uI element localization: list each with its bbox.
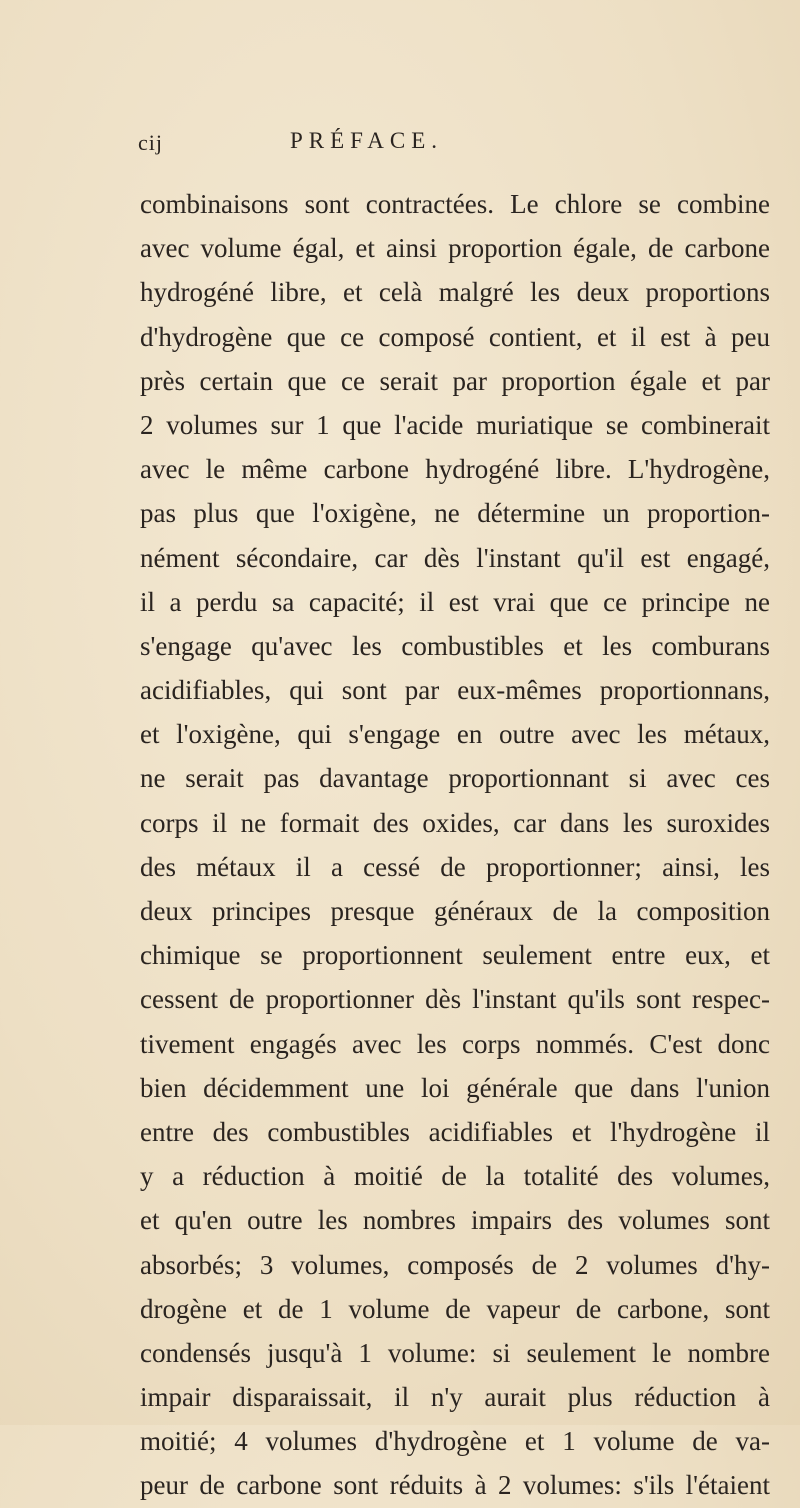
body-text [140,182,770,1508]
text-line: entre des combustibles acidifiables et l'hydrogène il [140,1116,770,1147]
text-line: d'hydrogène que ce composé contient, et il est à peu [140,321,770,352]
text-line: peur de carbone sont réduits à 2 volumes: s'ils l'étaient [140,1470,770,1501]
text-line: hydrogéné libre, et celà malgré les deux proportions [140,277,770,308]
page-number: cij [138,130,163,155]
page-title: PRÉFACE. [290,128,444,153]
text-line: des métaux il a cessé de proportionner; ainsi, les [140,851,770,882]
text-line: avec le même carbone hydrogéné libre. L'hydrogène, [140,454,770,485]
text-line: avec volume égal, et ainsi proportion égale, de carbone [140,233,770,264]
text-line: impair disparaissait, il n'y aurait plus réduction à [140,1382,770,1413]
text-line: et qu'en outre les nombres impairs des volumes sont [140,1205,770,1236]
text-line: combinaisons sont contractées. Le chlore se combine [140,189,770,219]
text-line: corps il ne formait des oxides, car dans les suroxides [140,807,770,838]
text-line: près certain que ce serait par proportion égale et par [140,365,770,396]
text-line: 2 volumes sur 1 que l'acide muriatique se combinerait [140,409,770,440]
text-line: deux principes presque généraux de la composition [140,896,770,926]
text-line: y a réduction à moitié de la totalité des volumes, [140,1161,770,1192]
text-line: absorbés; 3 volumes, composés de 2 volumes d'hy- [140,1249,770,1280]
text-line: drogène et de 1 volume de vapeur de carbone, sont [140,1293,770,1324]
text-line: s'engage qu'avec les combustibles et les comburans [140,630,770,661]
text-line: nément sécondaire, car dès l'instant qu'il est engagé, [140,542,770,573]
text-line: moitié; 4 volumes d'hydrogène et 1 volume de va- [140,1426,770,1457]
text-line: condensés jusqu'à 1 volume: si seulement le nombre [140,1337,770,1368]
text-line: et l'oxigène, qui s'engage en outre avec les métaux, [140,719,770,750]
running-head [0,128,800,168]
text-line: il a perdu sa capacité; il est vrai que ce principe ne [140,586,770,617]
text-line: acidifiables, qui sont par eux-mêmes proportionnans, [140,675,770,706]
text-line: chimique se proportionnent seulement entre eux, et [140,940,770,971]
text-line: bien décidemment une loi générale que dans l'union [140,1072,770,1103]
text-line: ne serait pas davantage proportionnant si avec ces [140,763,770,794]
text-line: tivement engagés avec les corps nommés. C'est donc [140,1028,770,1059]
text-line: pas plus que l'oxigène, ne détermine un proportion- [140,498,770,529]
text-line: cessent de proportionner dès l'instant qu'ils sont respec- [140,984,770,1015]
